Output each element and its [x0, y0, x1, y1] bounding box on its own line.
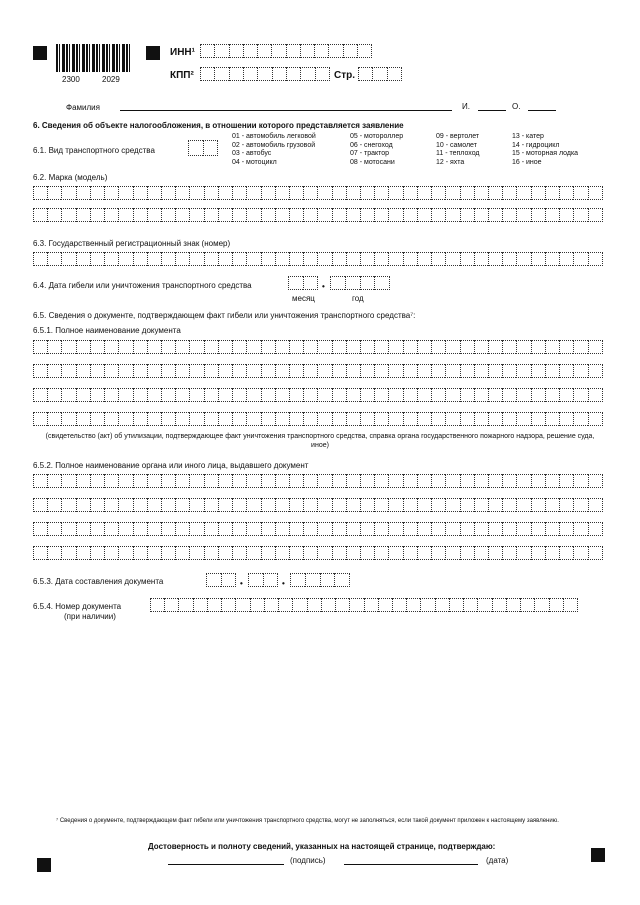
inn-field[interactable]	[200, 44, 372, 58]
doc-year-field[interactable]	[290, 573, 350, 587]
issuer-row1[interactable]	[33, 474, 603, 488]
section-title: 6. Сведения об объекте налогообложения, в отношении которого представляется заявление	[33, 121, 404, 130]
brand-field-row2[interactable]	[33, 208, 603, 222]
barcode	[56, 44, 130, 72]
code-item: 05 - мотороллер	[350, 133, 404, 140]
issuer-row4[interactable]	[33, 546, 603, 560]
code-item: 14 - гидроцикл	[512, 141, 560, 149]
date-separator: •	[322, 282, 325, 291]
surname-label: Фамилия	[66, 103, 100, 112]
doc-month-field[interactable]	[248, 573, 278, 587]
reg-number-label: 6.3. Государственный регистрационный знак (номер)	[33, 239, 231, 248]
code-item: 09 - вертолет	[436, 133, 480, 140]
confirmation-text: Достоверность и полноту сведений, указанных на настоящей странице, подтверждаю:	[148, 842, 496, 851]
code-item: 01 - автомобиль легковой	[232, 133, 316, 140]
code-item: 03 - автобус	[232, 150, 272, 157]
initial-i-label: И.	[462, 102, 470, 111]
corner-marker-bottom-left	[37, 858, 51, 872]
corner-marker-top-left	[33, 46, 47, 60]
code-item: 16 - иное	[512, 158, 542, 166]
footnote: ⁷ Сведения о документе, подтверждающем факт гибели или уничтожения транспортного средства, могут не заполняться, если такой документ приложен к настоящему заявлению.	[56, 818, 559, 824]
code-item: 07 - трактор	[350, 150, 390, 157]
surname-field[interactable]	[120, 110, 452, 111]
code-item: 10 - самолет	[436, 141, 477, 149]
year-field[interactable]	[330, 276, 390, 290]
codes-col1	[232, 133, 316, 167]
codes-col3	[436, 133, 480, 167]
brand-field-row1[interactable]	[33, 186, 603, 200]
reg-number-field[interactable]	[33, 252, 603, 266]
document-name-row3[interactable]	[33, 388, 603, 402]
document-number-note: (при наличии)	[64, 612, 116, 621]
issuer-row2[interactable]	[33, 498, 603, 512]
code-item: 08 - мотосани	[350, 158, 395, 166]
barcode-number-left: 2300	[62, 75, 80, 84]
document-name-row4[interactable]	[33, 412, 603, 426]
document-number-field[interactable]	[150, 598, 578, 612]
brand-label: 6.2. Марка (модель)	[33, 173, 108, 182]
death-date-label: 6.4. Дата гибели или уничтожения транспортного средства	[33, 281, 252, 290]
codes-col4	[512, 133, 578, 167]
document-name-row2[interactable]	[33, 364, 603, 378]
initial-o-label: О.	[512, 102, 521, 111]
code-item: 02 - автомобиль грузовой	[232, 141, 316, 149]
code-item: 06 - снегоход	[350, 141, 393, 149]
month-field[interactable]	[288, 276, 318, 290]
year-label: год	[352, 294, 364, 303]
date-label: (дата)	[486, 856, 509, 865]
document-name-row1[interactable]	[33, 340, 603, 354]
code-item: 15 - моторная лодка	[512, 150, 579, 157]
document-name-hint: (свидетельство (акт) об утилизации, подтверждающее факт уничтожения транспортного средства, справка органа государственного пожарного надзора, решение суда, иное)	[45, 433, 595, 449]
month-label: месяц	[292, 294, 315, 303]
date-field[interactable]	[344, 864, 478, 865]
date-separator: •	[282, 579, 285, 588]
code-item: 13 - катер	[512, 133, 544, 140]
code-item: 04 - мотоцикл	[232, 158, 277, 166]
codes-col2	[350, 133, 403, 167]
kpp-label: КПП²	[170, 70, 194, 81]
inn-label: ИНН¹	[170, 47, 195, 58]
page-label: Стр.	[334, 70, 356, 81]
corner-marker-bottom-right	[591, 848, 605, 862]
issuer-row3[interactable]	[33, 522, 603, 536]
vehicle-type-label: 6.1. Вид транспортного средства	[33, 146, 155, 155]
document-date-label: 6.5.3. Дата составления документа	[33, 577, 164, 586]
kpp-field[interactable]	[200, 67, 330, 81]
document-name-label: 6.5.1. Полное наименование документа	[33, 326, 181, 335]
document-number-label: 6.5.4. Номер документа	[33, 602, 122, 611]
page-field[interactable]	[358, 67, 402, 81]
corner-marker-top-mid	[146, 46, 160, 60]
code-item: 11 - теплоход	[436, 150, 480, 157]
initial-i-field[interactable]	[478, 110, 506, 111]
signature-label: (подпись)	[290, 856, 326, 865]
issuer-label: 6.5.2. Полное наименование органа или иного лица, выдавшего документ	[33, 461, 309, 470]
doc-day-field[interactable]	[206, 573, 236, 587]
signature-field[interactable]	[168, 864, 284, 865]
barcode-number-right: 2029	[102, 75, 120, 84]
date-separator: •	[240, 579, 243, 588]
code-item: 12 - яхта	[436, 158, 465, 166]
vehicle-type-field[interactable]	[188, 140, 218, 156]
document-section-title: 6.5. Сведения о документе, подтверждающем факт гибели или уничтожения транспортного средства⁷:	[33, 311, 416, 320]
initial-o-field[interactable]	[528, 110, 556, 111]
